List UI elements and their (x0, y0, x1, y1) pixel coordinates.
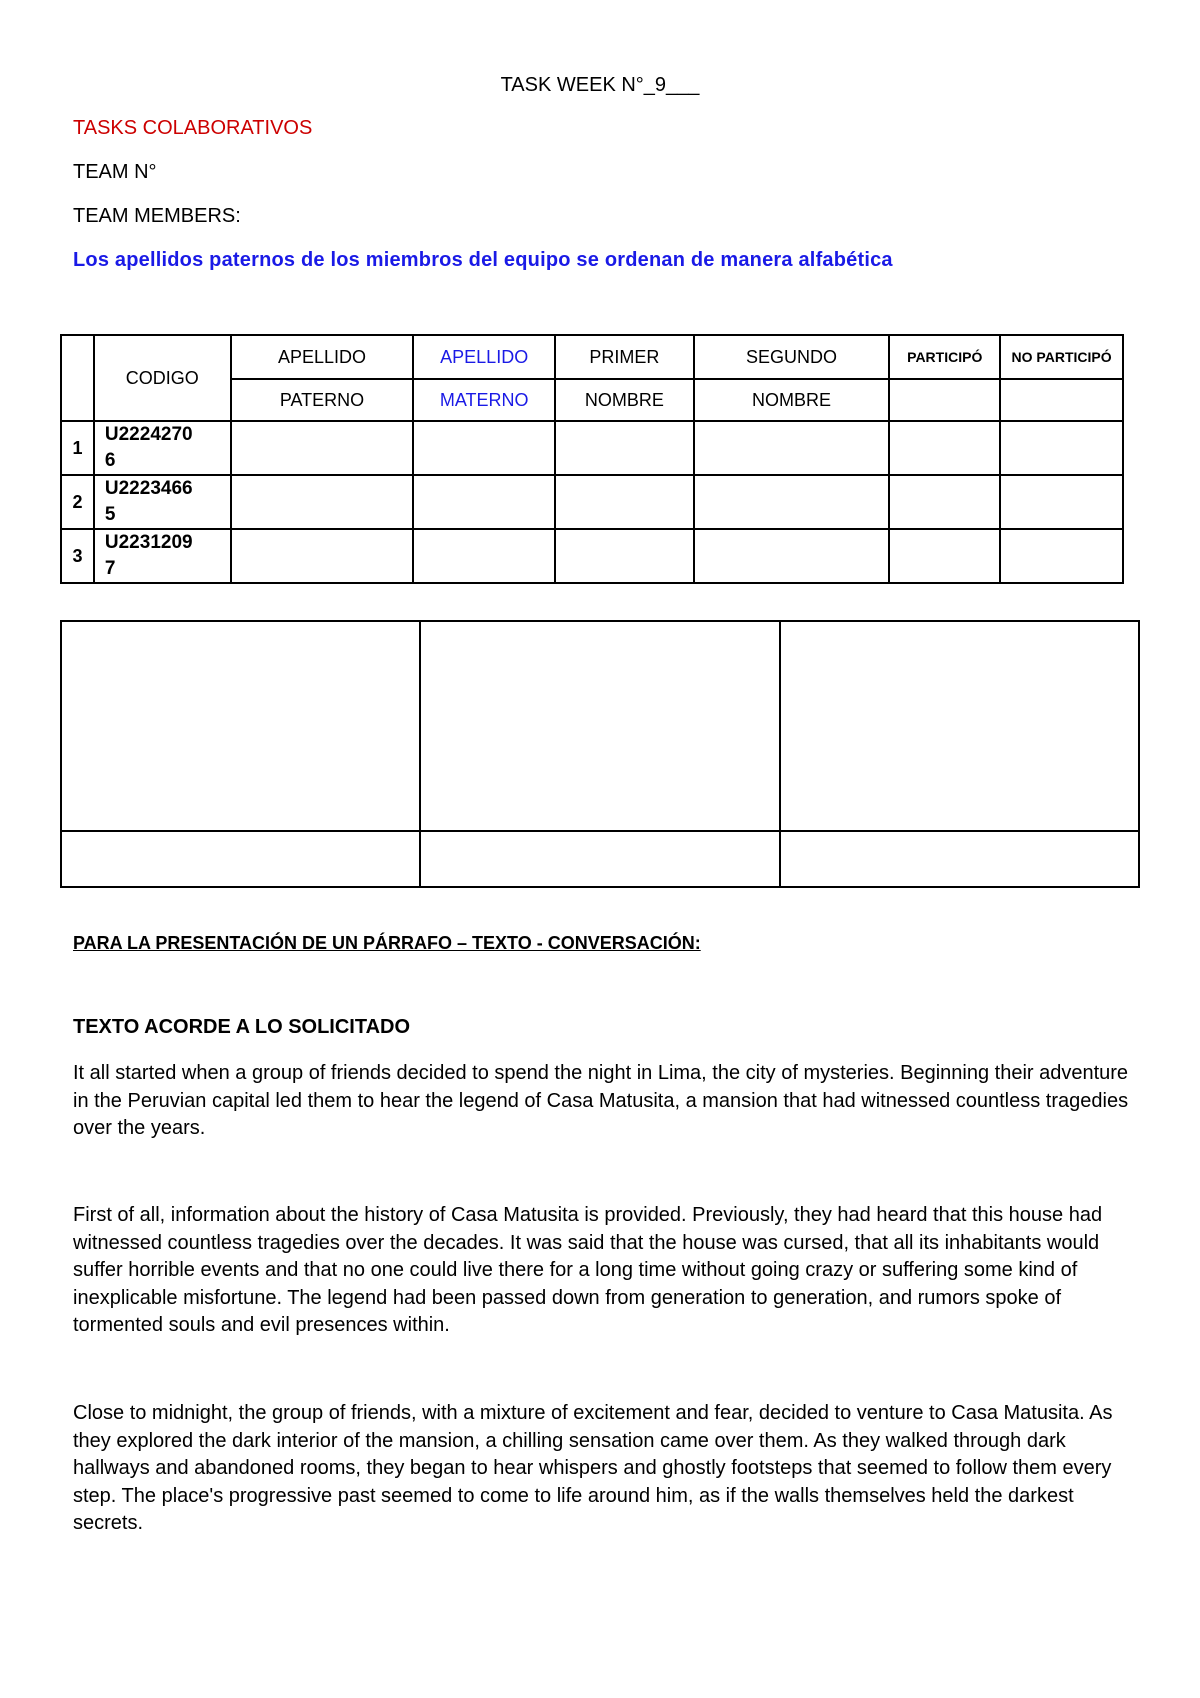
paragraph: First of all, information about the history of Casa Matusita is provided. Previously, they had heard that this house had witnessed countless tragedies over the decades. It was said that the house was cursed, that all its inhabitants would suffer horrible events and that no one could live there for a long time without going crazy or suffering some kind of inexplicable misfortune. The legend had been passed down from generation to generation, and rumors spoke of tormented souls and evil presences within. (73, 1204, 1103, 1336)
page-title: TASK WEEK N°_9___ (500, 74, 700, 96)
header-participo: PARTICIPÓ (889, 335, 1000, 379)
apellido-paterno-cell[interactable] (231, 529, 414, 583)
grid-top-row (61, 621, 1139, 831)
paragraph: Close to midnight, the group of friends, with a mixture of excitement and fear, decided to venture to Casa Matusita. As they explored the dark interior of the mansion, a chilling sensation came over them. As they walked through dark hallways and abandoned rooms, they began to hear whispers and ghostly footsteps that seemed to follow them every step. The place's progressive past seemed to come to life around him, as if the walls themselves held the darkest secrets. (73, 1402, 1113, 1534)
grid-bottom-row (61, 831, 1139, 887)
header-segundo-nombre-top: SEGUNDO (694, 335, 890, 379)
segundo-nombre-cell[interactable] (694, 529, 890, 583)
members-table (60, 334, 1124, 584)
row-number: 3 (61, 529, 94, 583)
section-heading: PARA LA PRESENTACIÓN DE UN PÁRRAFO – TEXTO - CONVERSACIÓN: (73, 933, 701, 953)
no-participo-cell[interactable] (1000, 475, 1123, 529)
header-apellido-materno-top: APELLIDO (413, 335, 555, 379)
header-no-participo: NO PARTICIPÓ (1000, 335, 1123, 379)
blank-grid-table (60, 620, 1140, 888)
header-primer-nombre-bottom: NOMBRE (555, 379, 694, 421)
tasks-subtitle: TASKS COLABORATIVOS (73, 117, 313, 139)
ordering-instruction: Los apellidos paternos de los miembros del equipo se ordenan de manera alfabética (73, 249, 893, 271)
grid-cell[interactable] (780, 831, 1139, 887)
segundo-nombre-cell[interactable] (694, 421, 890, 475)
apellido-paterno-cell[interactable] (231, 475, 414, 529)
participo-empty-cell (889, 379, 1000, 421)
primer-nombre-cell[interactable] (555, 529, 694, 583)
header-apellido-materno-bottom: MATERNO (413, 379, 555, 421)
row-number: 2 (61, 475, 94, 529)
grid-cell[interactable] (61, 831, 420, 887)
team-number-label: TEAM N° (73, 161, 157, 183)
section-subheading: TEXTO ACORDE A LO SOLICITADO (73, 1016, 411, 1038)
table-row (61, 475, 1123, 529)
no-participo-cell[interactable] (1000, 421, 1123, 475)
row-number: 1 (61, 421, 94, 475)
apellido-materno-cell[interactable] (413, 529, 555, 583)
table-row (61, 421, 1123, 475)
grid-cell[interactable] (780, 621, 1139, 831)
team-members-label: TEAM MEMBERS: (73, 205, 241, 227)
participo-cell[interactable] (889, 475, 1000, 529)
header-segundo-nombre-bottom: NOMBRE (694, 379, 890, 421)
participo-cell[interactable] (889, 529, 1000, 583)
primer-nombre-cell[interactable] (555, 421, 694, 475)
header-codigo: CODIGO (94, 335, 231, 421)
student-code: U2224270 6 (94, 421, 231, 475)
student-code: U2231209 7 (94, 529, 231, 583)
header-apellido-paterno-bottom: PATERNO (231, 379, 414, 421)
no-participo-cell[interactable] (1000, 529, 1123, 583)
paragraph: It all started when a group of friends decided to spend the night in Lima, the city of mysteries. Beginning their adventure in the Peruvian capital led them to hear the legend of Casa Matusita, a mansion that had witnessed countless tragedies over the years. (73, 1062, 1129, 1139)
apellido-paterno-cell[interactable] (231, 421, 414, 475)
table-header-row (61, 335, 1123, 379)
grid-cell[interactable] (420, 621, 779, 831)
grid-cell[interactable] (61, 621, 420, 831)
no-participo-empty-cell (1000, 379, 1123, 421)
student-code: U2223466 5 (94, 475, 231, 529)
header-index-cell (61, 335, 94, 421)
segundo-nombre-cell[interactable] (694, 475, 890, 529)
header-primer-nombre-top: PRIMER (555, 335, 694, 379)
primer-nombre-cell[interactable] (555, 475, 694, 529)
participo-cell[interactable] (889, 421, 1000, 475)
grid-cell[interactable] (420, 831, 779, 887)
apellido-materno-cell[interactable] (413, 475, 555, 529)
header-apellido-paterno-top: APELLIDO (231, 335, 414, 379)
table-row (61, 529, 1123, 583)
apellido-materno-cell[interactable] (413, 421, 555, 475)
